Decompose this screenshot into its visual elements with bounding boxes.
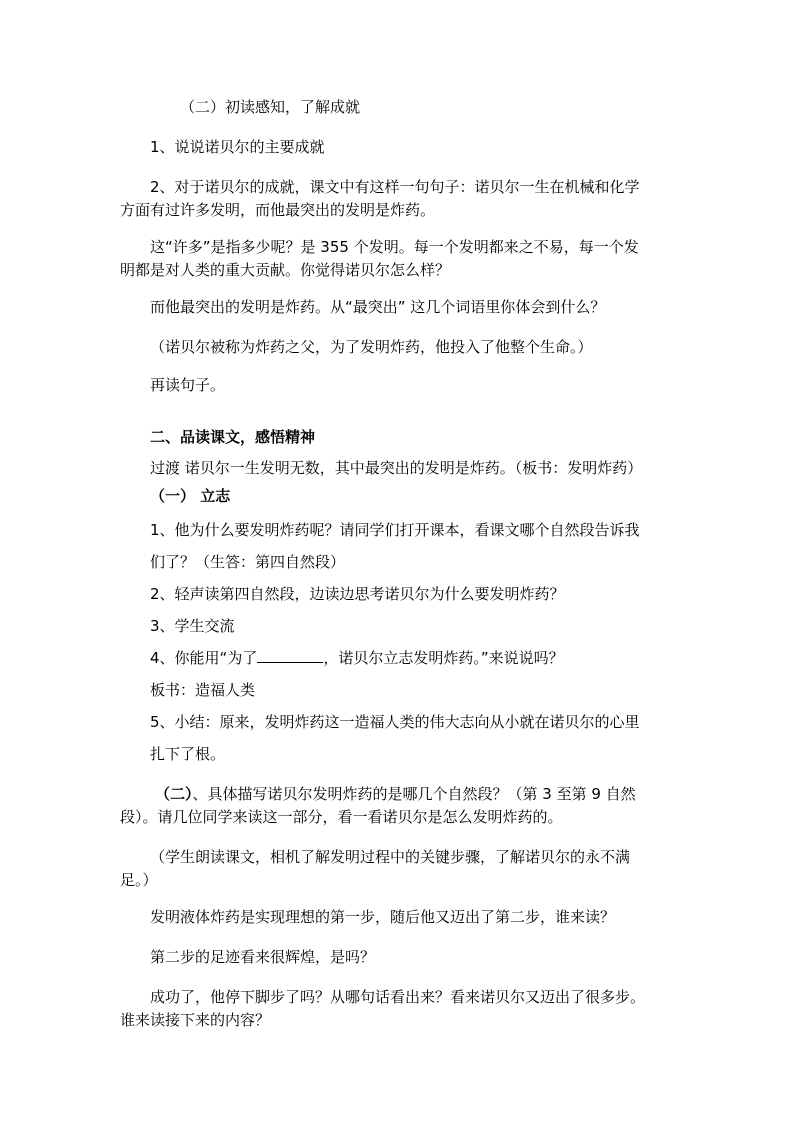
question-4-prefix: 4、你能用“为了 <box>150 649 258 667</box>
paragraph-item-2-line1: 2、对于诺贝尔的成就，课文中有这样一句句子：诺贝尔一生在机械和化学 <box>150 178 640 196</box>
summary-line2: 扎下了根。 <box>150 745 226 763</box>
paragraph-success-line2: 谁来读接下来的内容？ <box>120 1011 271 1029</box>
paragraph-item-2-line2: 方面有过许多发明，而他最突出的发明是炸药。 <box>120 201 436 219</box>
paragraph-second-step: 第二步的足迹看来很辉煌，是吗？ <box>150 948 376 966</box>
section-heading-reading-text: 二、品读课文，感悟精神 <box>150 428 316 446</box>
question-3: 3、学生交流 <box>150 617 235 635</box>
question-4 <box>150 648 710 668</box>
paragraph-most-outstanding: 而他最突出的发明是炸药。从“最突出” 这几个词语里你体会到什么？ <box>150 298 606 316</box>
paragraph-transition: 过渡 诺贝尔一生发明无数，其中最突出的发明是炸药。（板书：发明炸药） <box>150 459 643 477</box>
student-reading-line1: （学生朗读课文，相机了解发明过程中的关键步骤，了解诺贝尔的永不满 <box>150 848 631 866</box>
subheading-process-line2: 段）。请几位同学来读这一部分，看一看诺贝尔是怎么发明炸药的。 <box>120 808 563 826</box>
paragraph-item-1: 1、说说诺贝尔的主要成就 <box>150 138 325 156</box>
blackboard-note: 板书：造福人类 <box>150 681 256 699</box>
question-2: 2、轻声读第四自然段，边读边思考诺贝尔为什么要发明炸药？ <box>150 585 565 603</box>
paragraph-many-line1: 这“许多”是指多少呢？是 355 个发明。每一个发明都来之不易，每一个发 <box>150 238 639 256</box>
paragraph-first-step: 发明液体炸药是实现理想的第一步，随后他又迈出了第二步，谁来读？ <box>150 908 616 926</box>
subheading-ambition: （一） 立志 <box>150 487 231 505</box>
summary-line1: 5、小结：原来，发明炸药这一造福人类的伟大志向从小就在诺贝尔的心里 <box>150 713 640 731</box>
section-heading-initial-reading: （二）初读感知，了解成就 <box>180 98 361 116</box>
paragraph-reread: 再读句子。 <box>150 376 226 394</box>
paragraph-many-line2: 明都是对人类的重大贡献。你觉得诺贝尔怎么样？ <box>120 261 451 279</box>
subheading-process-text: 、具体描写诺贝尔发明炸药的是哪几个自然段？（第 3 至第 9 自然 <box>192 785 636 803</box>
question-4-suffix: ，诺贝尔立志发明炸药。”来说说吗？ <box>323 649 564 667</box>
paragraph-father-of-explosives: （诺贝尔被称为炸药之父，为了发明炸药，他投入了他整个生命。） <box>150 338 593 356</box>
subheading-process-line1 <box>155 784 715 804</box>
subheading-process-label: （二） <box>155 785 193 803</box>
question-1-line2: 们了？（生答：第四自然段） <box>150 553 346 571</box>
question-1-line1: 1、他为什么要发明炸药呢？请同学们打开课本，看课文哪个自然段告诉我 <box>150 521 640 539</box>
paragraph-success-line1: 成功了，他停下脚步了吗？从哪句话看出来？看来诺贝尔又迈出了很多步。 <box>150 988 646 1006</box>
fill-in-blank <box>257 648 323 663</box>
student-reading-line2: 足。） <box>120 871 158 889</box>
